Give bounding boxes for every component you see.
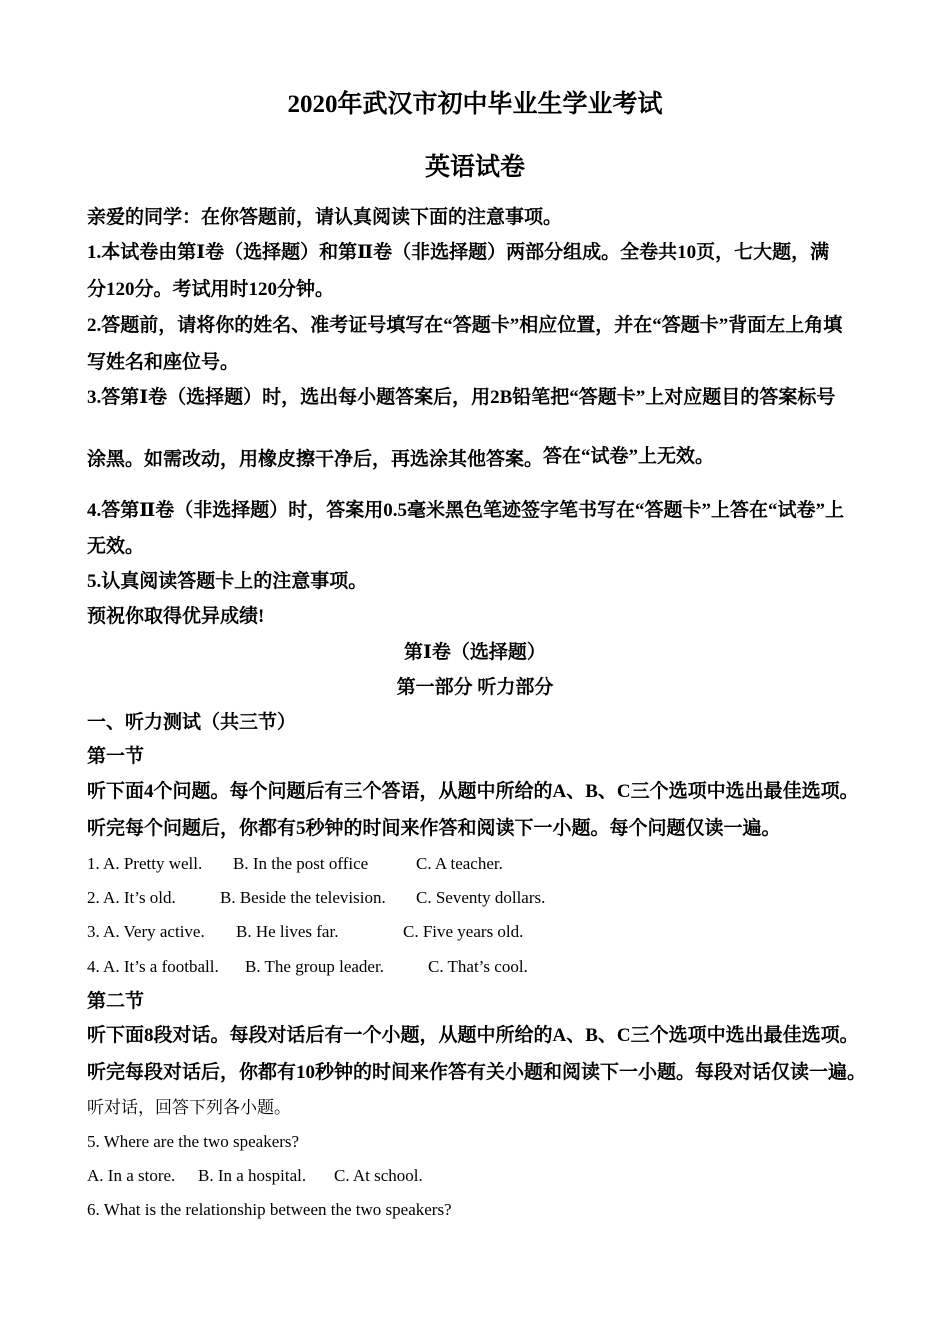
section2-instruction-line2: 听完每段对话后，你都有10秒钟的时间来作答有关小题和阅读下一小题。每段对话仅读一遍。	[87, 1062, 867, 1083]
section2-instruction-line1: 听下面8段对话。每段对话后有一个小题，从题中所给的A、B、C三个选项中选出最佳选项。	[87, 1025, 859, 1046]
notice-item1-line2: 分120分。考试用时120分钟。	[87, 279, 335, 300]
q3-option-c: C. Five years old.	[403, 922, 524, 941]
exam-title: 2020年武汉市初中毕业生学业考试	[287, 91, 663, 118]
notice-item1-line1: 1.本试卷由第Ⅰ卷（选择题）和第Ⅱ卷（非选择题）两部分组成。全卷共10页，七大题，满	[87, 242, 830, 263]
section2-title: 第二节	[87, 991, 145, 1012]
q1-option-c: C. A teacher.	[416, 854, 503, 873]
notice-item5: 5.认真阅读答题卡上的注意事项。	[87, 571, 368, 592]
q4-option-b: B. The group leader.	[245, 957, 384, 976]
q2-option-b: B. Beside the television.	[220, 888, 386, 907]
q1-option-b: B. In the post office	[233, 854, 369, 873]
q5-option-a: A. In a store.	[87, 1166, 176, 1185]
question-6: 6. What is the relationship between the two speakers?	[87, 1200, 452, 1219]
notice-item2-line2: 写姓名和座位号。	[87, 352, 240, 373]
q3-option-b: B. He lives far.	[236, 922, 339, 941]
q4-option-c: C. That’s cool.	[428, 957, 528, 976]
notice-item3-line2	[87, 446, 715, 470]
q3-option-a: 3. A. Very active.	[87, 922, 205, 941]
volume-title: 第Ⅰ卷（选择题）	[404, 642, 546, 663]
q5-option-c: C. At school.	[334, 1166, 423, 1185]
exam-subtitle: 英语试卷	[424, 154, 525, 181]
notice-wish: 预祝你取得优异成绩!	[87, 606, 265, 627]
notice-item3-line2-part1: 涂黑。如需改动，用橡皮擦干净后，再选涂其他答案。	[87, 449, 544, 470]
q1-option-a: 1. A. Pretty well.	[87, 854, 203, 873]
q5-option-b: B. In a hospital.	[198, 1166, 307, 1185]
q2-option-a: 2. A. It’s old.	[87, 888, 176, 907]
question-5: 5. Where are the two speakers?	[87, 1132, 300, 1151]
notice-item4-line2: 无效。	[87, 536, 145, 557]
notice-item2-line1: 2.答题前，请将你的姓名、准考证号填写在“答题卡”相应位置，并在“答题卡”背面左上角填	[87, 315, 843, 336]
section1-instruction-line1: 听下面4个问题。每个问题后有三个答语，从题中所给的A、B、C三个选项中选出最佳选项。	[87, 781, 859, 802]
notice-greeting: 亲爱的同学：在你答题前，请认真阅读下面的注意事项。	[87, 207, 563, 228]
section1-title: 第一节	[87, 746, 145, 767]
section1-instruction-line2: 听完每个问题后，你都有5秒钟的时间来作答和阅读下一小题。每个问题仅读一遍。	[87, 818, 781, 839]
notice-item3-line1: 3.答第Ⅰ卷（选择题）时，选出每小题答案后，用2B铅笔把“答题卡”上对应题目的答案标号	[87, 387, 836, 408]
section-title: 一、听力测试（共三节）	[87, 712, 297, 733]
part-title: 第一部分 听力部分	[396, 677, 554, 698]
q2-option-c: C. Seventy dollars.	[416, 888, 546, 907]
section2-hint: 听对话，回答下列各小题。	[87, 1098, 291, 1117]
notice-item4-line1: 4.答第Ⅱ卷（非选择题）时，答案用0.5毫米黑色笔迹签字笔书写在“答题卡”上答在“试卷”上	[87, 500, 845, 521]
notice-item3-line2-part2: 答在“试卷”上无效。	[543, 446, 715, 467]
q4-option-a: 4. A. It’s a football.	[87, 957, 219, 976]
